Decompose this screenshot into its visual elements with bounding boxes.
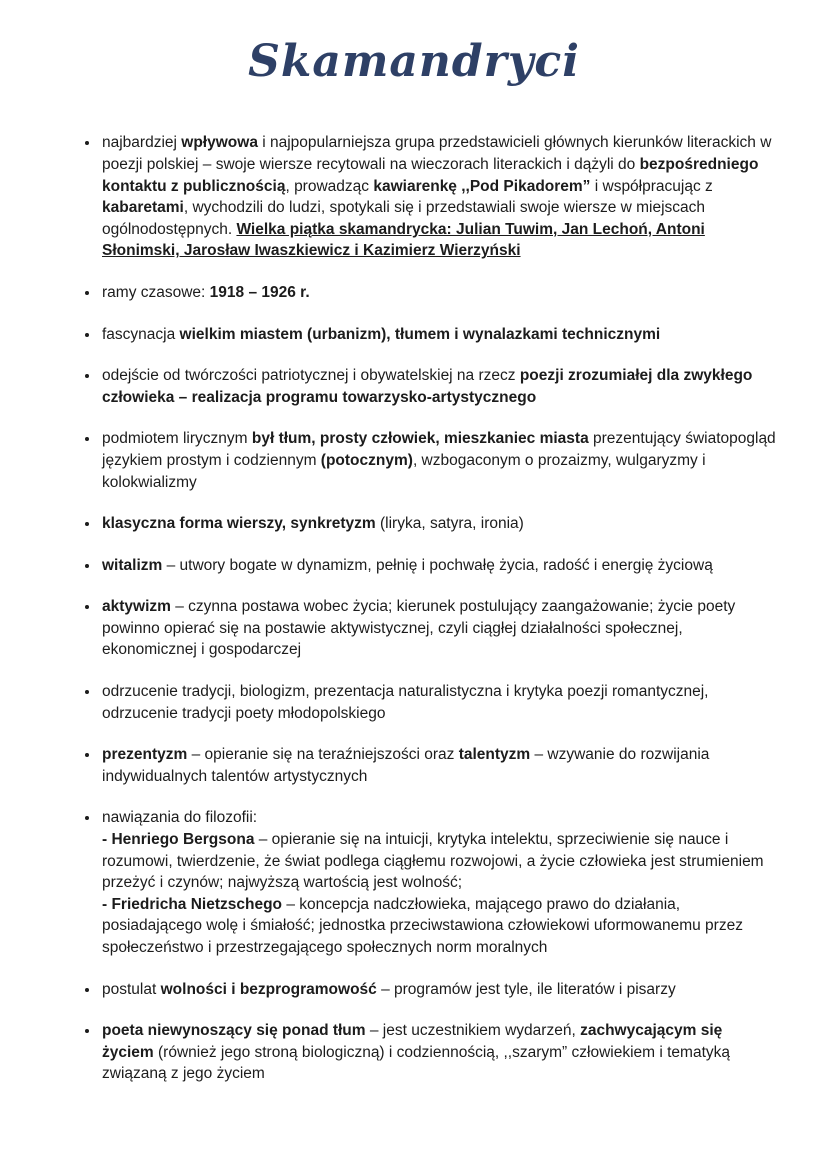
list-item: • odrzucenie tradycji, biologizm, prezentacja naturalistyczna i krytyka poezji romantycznej, odrzucenie tradycji poety młodopolskiego	[100, 681, 778, 724]
list-item: • podmiotem lirycznym był tłum, prosty człowiek, mieszkaniec miasta prezentujący światopogląd językiem prostym i codziennym (potocznym), wzbogaconym o prozaizmy, wulgaryzmy i kolokwializmy	[100, 428, 778, 493]
list-item: • odejście od twórczości patriotycznej i obywatelskiej na rzecz poezji zrozumiałej dla zwykłego człowieka – realizacja programu towarzysko-artystycznego	[100, 365, 778, 408]
list-item: • witalizm – utwory bogate w dynamizm, pełnię i pochwałę życia, radość i energię życiową	[100, 555, 778, 577]
page-title: Skamandryci	[248, 36, 580, 87]
list-item: • postulat wolności i bezprogramowość – programów jest tyle, ile literatów i pisarzy	[100, 979, 778, 1001]
list-item: • najbardziej wpływowa i najpopularniejsza grupa przedstawicieli głównych kierunków literackich w poezji polskiej – swoje wiersze recytowali na wieczorach literackich i dążyli do bezpośredniego kontaktu z publicznością, prowadząc kawiarenkę ,,Pod Pikadorem” i współpracując z kabaretami, wychodzili do ludzi, spotykali się i przedstawiali swoje wiersze w miejscach ogólnodostępnych. Wielka piątka skamandrycka: Julian Tuwim, Jan Lechoń, Antoni Słonimski, Jarosław Iwaszkiewicz i Kazimierz Wierzyński	[100, 132, 778, 262]
bullet-list	[0, 132, 828, 1085]
list-item: • prezentyzm – opieranie się na teraźniejszości oraz talentyzm – wzywanie do rozwijania indywidualnych talentów artystycznych	[100, 744, 778, 787]
list-item: • fascynacja wielkim miastem (urbanizm), tłumem i wynalazkami technicznymi	[100, 324, 778, 346]
list-item: • ramy czasowe: 1918 – 1926 r.	[100, 282, 778, 304]
list-item: • nawiązania do filozofii: - Henriego Bergsona – opieranie się na intuicji, krytyka intelektu, sprzeciwienie się nauce i rozumowi, twierdzenie, że świat podlega ciągłemu rozwojowi, a życie człowieka jest strumieniem przeżyć i czynów; najwyższą wartością jest wolność; - Friedricha Nietzschego – koncepcja nadczłowieka, mającego prawo do działania, posiadającego wolę i śmiałość; jednostka przeciwstawiona człowiekowi uformowanemu przez społeczeństwo i przestrzegającego społecznych norm moralnych	[100, 807, 778, 958]
list-item: • poeta niewynoszący się ponad tłum – jest uczestnikiem wydarzeń, zachwycającym się życiem (również jego stroną biologiczną) i codziennością, ,,szarym” człowiekiem i tematyką związaną z jego życiem	[100, 1020, 778, 1085]
list-item: • klasyczna forma wierszy, synkretyzm (liryka, satyra, ironia)	[100, 513, 778, 535]
list-item: • aktywizm – czynna postawa wobec życia; kierunek postulujący zaangażowanie; życie poety powinno opierać się na postawie aktywistycznej, czyli ciągłej działalności społecznej, ekonomicznej i gospodarczej	[100, 596, 778, 661]
